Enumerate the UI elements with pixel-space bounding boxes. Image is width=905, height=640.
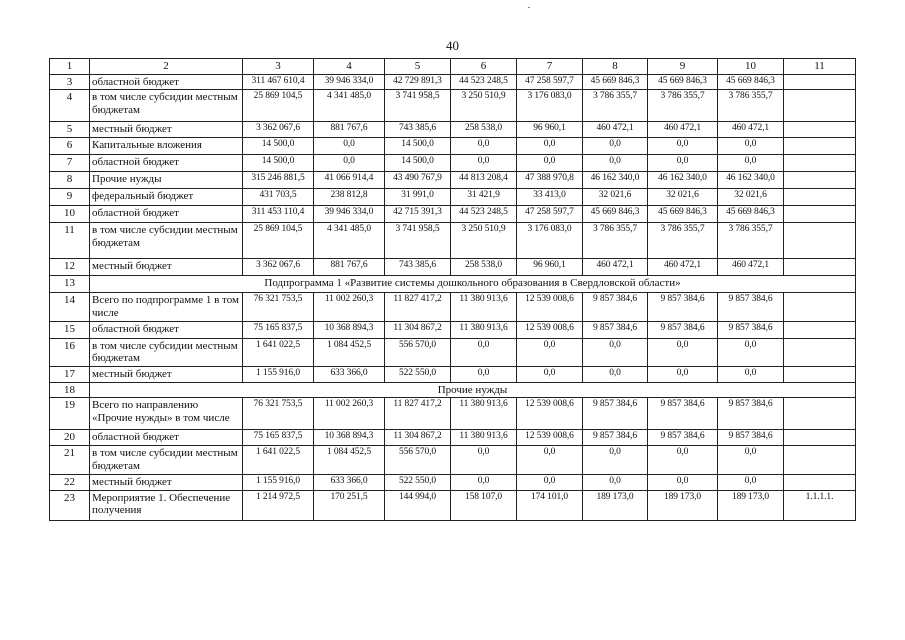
value-cell: 3 362 067,6 [243, 259, 314, 276]
column-header: 3 [243, 59, 314, 75]
value-cell: 75 165 837,5 [243, 430, 314, 446]
row-label: Прочие нужды [90, 172, 243, 189]
table-row [50, 446, 856, 474]
value-cell: 32 021,6 [718, 189, 784, 206]
row-label: в том числе субсидии местным бюджетам [90, 446, 243, 474]
value-cell: 3 741 958,5 [385, 90, 451, 122]
value-cell: 0,0 [451, 138, 517, 155]
value-cell: 9 857 384,6 [583, 398, 648, 430]
value-cell: 9 857 384,6 [583, 430, 648, 446]
row-number: 17 [50, 366, 90, 382]
row-number: 15 [50, 321, 90, 338]
value-cell: 315 246 881,5 [243, 172, 314, 189]
row-number: 20 [50, 430, 90, 446]
value-cell: 45 669 846,3 [718, 74, 784, 90]
value-cell: 556 570,0 [385, 446, 451, 474]
reference-cell [784, 122, 856, 138]
row-label: местный бюджет [90, 122, 243, 138]
value-cell: 1 214 972,5 [243, 490, 314, 520]
value-cell: 4 341 485,0 [314, 90, 385, 122]
row-number: 11 [50, 223, 90, 259]
value-cell: 39 946 334,0 [314, 74, 385, 90]
value-cell: 4 341 485,0 [314, 223, 385, 259]
value-cell: 11 304 867,2 [385, 430, 451, 446]
row-label: областной бюджет [90, 321, 243, 338]
value-cell: 1 641 022,5 [243, 446, 314, 474]
column-header: 4 [314, 59, 385, 75]
column-header: 2 [90, 59, 243, 75]
row-number: 14 [50, 293, 90, 321]
reference-cell [784, 189, 856, 206]
value-cell: 0,0 [583, 366, 648, 382]
header-row [50, 59, 856, 75]
value-cell: 11 380 913,6 [451, 293, 517, 321]
value-cell: 96 960,1 [517, 122, 583, 138]
value-cell: 75 165 837,5 [243, 321, 314, 338]
value-cell: 11 304 867,2 [385, 321, 451, 338]
reference-cell [784, 138, 856, 155]
table-row [50, 430, 856, 446]
column-header: 5 [385, 59, 451, 75]
value-cell: 3 741 958,5 [385, 223, 451, 259]
row-label: областной бюджет [90, 74, 243, 90]
row-label: в том числе субсидии местным бюджетам [90, 90, 243, 122]
value-cell: 45 669 846,3 [718, 206, 784, 223]
value-cell: 3 786 355,7 [718, 90, 784, 122]
value-cell: 1 641 022,5 [243, 338, 314, 366]
value-cell: 45 669 846,3 [648, 74, 718, 90]
table-row [50, 293, 856, 321]
value-cell: 44 813 208,4 [451, 172, 517, 189]
value-cell: 0,0 [517, 366, 583, 382]
value-cell: 9 857 384,6 [718, 293, 784, 321]
value-cell: 522 550,0 [385, 366, 451, 382]
value-cell: 460 472,1 [648, 259, 718, 276]
value-cell: 0,0 [517, 155, 583, 172]
value-cell: 3 250 510,9 [451, 90, 517, 122]
value-cell: 189 173,0 [583, 490, 648, 520]
value-cell: 0,0 [718, 474, 784, 490]
row-number: 3 [50, 74, 90, 90]
value-cell: 11 827 417,2 [385, 293, 451, 321]
value-cell: 522 550,0 [385, 474, 451, 490]
table-row [50, 223, 856, 259]
value-cell: 0,0 [583, 155, 648, 172]
column-header: 1 [50, 59, 90, 75]
value-cell: 3 250 510,9 [451, 223, 517, 259]
table-row [50, 155, 856, 172]
value-cell: 9 857 384,6 [583, 293, 648, 321]
value-cell: 11 002 260,3 [314, 293, 385, 321]
value-cell: 46 162 340,0 [648, 172, 718, 189]
section-row [50, 276, 856, 293]
column-header: 6 [451, 59, 517, 75]
value-cell: 11 380 913,6 [451, 430, 517, 446]
page-number: 40 [446, 38, 459, 53]
value-cell: 0,0 [648, 138, 718, 155]
value-cell: 0,0 [718, 155, 784, 172]
row-number: 19 [50, 398, 90, 430]
reference-cell [784, 223, 856, 259]
value-cell: 32 021,6 [648, 189, 718, 206]
table-row [50, 338, 856, 366]
value-cell: 9 857 384,6 [718, 430, 784, 446]
value-cell: 12 539 008,6 [517, 321, 583, 338]
row-label: Мероприятие 1. Обеспечение получения [90, 490, 243, 520]
row-label: областной бюджет [90, 155, 243, 172]
value-cell: 556 570,0 [385, 338, 451, 366]
budget-table [49, 58, 856, 521]
value-cell: 0,0 [451, 155, 517, 172]
value-cell: 39 946 334,0 [314, 206, 385, 223]
row-label: в том числе субсидии местным бюджетам [90, 223, 243, 259]
row-label: Всего по направлению «Прочие нужды» в том числе [90, 398, 243, 430]
value-cell: 76 321 753,5 [243, 293, 314, 321]
row-label: в том числе субсидии местным бюджетам [90, 338, 243, 366]
value-cell: 881 767,6 [314, 122, 385, 138]
table-row [50, 138, 856, 155]
value-cell: 45 669 846,3 [583, 74, 648, 90]
value-cell: 9 857 384,6 [583, 321, 648, 338]
scan-speck [528, 7, 530, 8]
table-row [50, 90, 856, 122]
row-label: Капитальные вложения [90, 138, 243, 155]
value-cell: 258 538,0 [451, 259, 517, 276]
value-cell: 10 368 894,3 [314, 321, 385, 338]
value-cell: 460 472,1 [583, 122, 648, 138]
reference-cell [784, 90, 856, 122]
value-cell: 0,0 [517, 446, 583, 474]
row-number: 4 [50, 90, 90, 122]
value-cell: 11 002 260,3 [314, 398, 385, 430]
value-cell: 25 869 104,5 [243, 90, 314, 122]
section-row [50, 382, 856, 398]
value-cell: 311 453 110,4 [243, 206, 314, 223]
column-header: 9 [648, 59, 718, 75]
table-row [50, 122, 856, 138]
table-row [50, 74, 856, 90]
row-number: 23 [50, 490, 90, 520]
value-cell: 47 258 597,7 [517, 74, 583, 90]
column-header: 10 [718, 59, 784, 75]
table-body [50, 59, 856, 521]
reference-cell [784, 206, 856, 223]
row-number: 10 [50, 206, 90, 223]
reference-cell [784, 398, 856, 430]
value-cell: 47 258 597,7 [517, 206, 583, 223]
value-cell: 0,0 [583, 338, 648, 366]
value-cell: 258 538,0 [451, 122, 517, 138]
value-cell: 25 869 104,5 [243, 223, 314, 259]
reference-cell [784, 321, 856, 338]
value-cell: 10 368 894,3 [314, 430, 385, 446]
value-cell: 174 101,0 [517, 490, 583, 520]
value-cell: 3 176 083,0 [517, 90, 583, 122]
value-cell: 45 669 846,3 [648, 206, 718, 223]
row-number: 18 [50, 382, 90, 398]
value-cell: 0,0 [583, 446, 648, 474]
table-row [50, 321, 856, 338]
value-cell: 633 366,0 [314, 474, 385, 490]
value-cell: 44 523 248,5 [451, 206, 517, 223]
value-cell: 0,0 [517, 138, 583, 155]
row-label: местный бюджет [90, 259, 243, 276]
reference-cell [784, 155, 856, 172]
column-header: 11 [784, 59, 856, 75]
table-row [50, 172, 856, 189]
value-cell: 0,0 [648, 474, 718, 490]
reference-cell: 1.1.1.1. [784, 490, 856, 520]
value-cell: 14 500,0 [385, 155, 451, 172]
value-cell: 0,0 [648, 446, 718, 474]
column-header: 7 [517, 59, 583, 75]
row-number: 9 [50, 189, 90, 206]
value-cell: 0,0 [648, 366, 718, 382]
value-cell: 0,0 [718, 138, 784, 155]
value-cell: 9 857 384,6 [648, 293, 718, 321]
row-label: областной бюджет [90, 430, 243, 446]
table-row [50, 398, 856, 430]
row-number: 22 [50, 474, 90, 490]
value-cell: 9 857 384,6 [648, 321, 718, 338]
value-cell: 0,0 [718, 338, 784, 366]
value-cell: 633 366,0 [314, 366, 385, 382]
row-label: местный бюджет [90, 366, 243, 382]
value-cell: 743 385,6 [385, 259, 451, 276]
section-title: Прочие нужды [90, 382, 856, 398]
reference-cell [784, 293, 856, 321]
row-number: 6 [50, 138, 90, 155]
value-cell: 45 669 846,3 [583, 206, 648, 223]
row-number: 8 [50, 172, 90, 189]
value-cell: 14 500,0 [385, 138, 451, 155]
reference-cell [784, 430, 856, 446]
value-cell: 0,0 [583, 138, 648, 155]
value-cell: 3 786 355,7 [648, 223, 718, 259]
row-label: Всего по подпрограмме 1 в том числе [90, 293, 243, 321]
value-cell: 460 472,1 [718, 259, 784, 276]
value-cell: 238 812,8 [314, 189, 385, 206]
value-cell: 76 321 753,5 [243, 398, 314, 430]
row-number: 21 [50, 446, 90, 474]
value-cell: 47 388 970,8 [517, 172, 583, 189]
value-cell: 42 715 391,3 [385, 206, 451, 223]
value-cell: 96 960,1 [517, 259, 583, 276]
value-cell: 189 173,0 [718, 490, 784, 520]
reference-cell [784, 74, 856, 90]
value-cell: 0,0 [451, 338, 517, 366]
value-cell: 144 994,0 [385, 490, 451, 520]
row-number: 16 [50, 338, 90, 366]
value-cell: 11 827 417,2 [385, 398, 451, 430]
value-cell: 42 729 891,3 [385, 74, 451, 90]
value-cell: 3 786 355,7 [583, 223, 648, 259]
value-cell: 881 767,6 [314, 259, 385, 276]
value-cell: 43 490 767,9 [385, 172, 451, 189]
section-title: Подпрограмма 1 «Развитие системы дошкольного образования в Свердловской области» [90, 276, 856, 293]
value-cell: 3 786 355,7 [718, 223, 784, 259]
table-row [50, 259, 856, 276]
value-cell: 3 786 355,7 [648, 90, 718, 122]
value-cell: 33 413,0 [517, 189, 583, 206]
value-cell: 1 155 916,0 [243, 366, 314, 382]
column-header: 8 [583, 59, 648, 75]
row-number: 7 [50, 155, 90, 172]
row-number: 13 [50, 276, 90, 293]
value-cell: 9 857 384,6 [718, 398, 784, 430]
reference-cell [784, 338, 856, 366]
value-cell: 0,0 [583, 474, 648, 490]
table-row [50, 206, 856, 223]
value-cell: 31 421,9 [451, 189, 517, 206]
value-cell: 3 176 083,0 [517, 223, 583, 259]
reference-cell [784, 474, 856, 490]
value-cell: 0,0 [648, 338, 718, 366]
value-cell: 12 539 008,6 [517, 293, 583, 321]
row-label: местный бюджет [90, 474, 243, 490]
table-row [50, 474, 856, 490]
table-row [50, 490, 856, 520]
value-cell: 0,0 [451, 446, 517, 474]
row-label: областной бюджет [90, 206, 243, 223]
value-cell: 158 107,0 [451, 490, 517, 520]
value-cell: 41 066 914,4 [314, 172, 385, 189]
reference-cell [784, 446, 856, 474]
value-cell: 12 539 008,6 [517, 430, 583, 446]
value-cell: 431 703,5 [243, 189, 314, 206]
value-cell: 9 857 384,6 [718, 321, 784, 338]
value-cell: 0,0 [517, 474, 583, 490]
value-cell: 32 021,6 [583, 189, 648, 206]
row-number: 12 [50, 259, 90, 276]
value-cell: 14 500,0 [243, 138, 314, 155]
reference-cell [784, 259, 856, 276]
value-cell: 0,0 [451, 474, 517, 490]
value-cell: 460 472,1 [718, 122, 784, 138]
value-cell: 1 084 452,5 [314, 338, 385, 366]
value-cell: 44 523 248,5 [451, 74, 517, 90]
value-cell: 460 472,1 [648, 122, 718, 138]
value-cell: 311 467 610,4 [243, 74, 314, 90]
value-cell: 12 539 008,6 [517, 398, 583, 430]
value-cell: 1 084 452,5 [314, 446, 385, 474]
value-cell: 46 162 340,0 [718, 172, 784, 189]
value-cell: 9 857 384,6 [648, 398, 718, 430]
value-cell: 9 857 384,6 [648, 430, 718, 446]
value-cell: 3 786 355,7 [583, 90, 648, 122]
row-label: федеральный бюджет [90, 189, 243, 206]
reference-cell [784, 366, 856, 382]
value-cell: 11 380 913,6 [451, 398, 517, 430]
value-cell: 3 362 067,6 [243, 122, 314, 138]
value-cell: 743 385,6 [385, 122, 451, 138]
value-cell: 170 251,5 [314, 490, 385, 520]
value-cell: 0,0 [314, 138, 385, 155]
reference-cell [784, 172, 856, 189]
value-cell: 0,0 [314, 155, 385, 172]
table-row [50, 189, 856, 206]
row-number: 5 [50, 122, 90, 138]
value-cell: 0,0 [648, 155, 718, 172]
value-cell: 46 162 340,0 [583, 172, 648, 189]
value-cell: 460 472,1 [583, 259, 648, 276]
value-cell: 14 500,0 [243, 155, 314, 172]
table-row [50, 366, 856, 382]
value-cell: 0,0 [718, 446, 784, 474]
value-cell: 189 173,0 [648, 490, 718, 520]
value-cell: 0,0 [517, 338, 583, 366]
value-cell: 11 380 913,6 [451, 321, 517, 338]
value-cell: 0,0 [718, 366, 784, 382]
value-cell: 0,0 [451, 366, 517, 382]
value-cell: 31 991,0 [385, 189, 451, 206]
value-cell: 1 155 916,0 [243, 474, 314, 490]
